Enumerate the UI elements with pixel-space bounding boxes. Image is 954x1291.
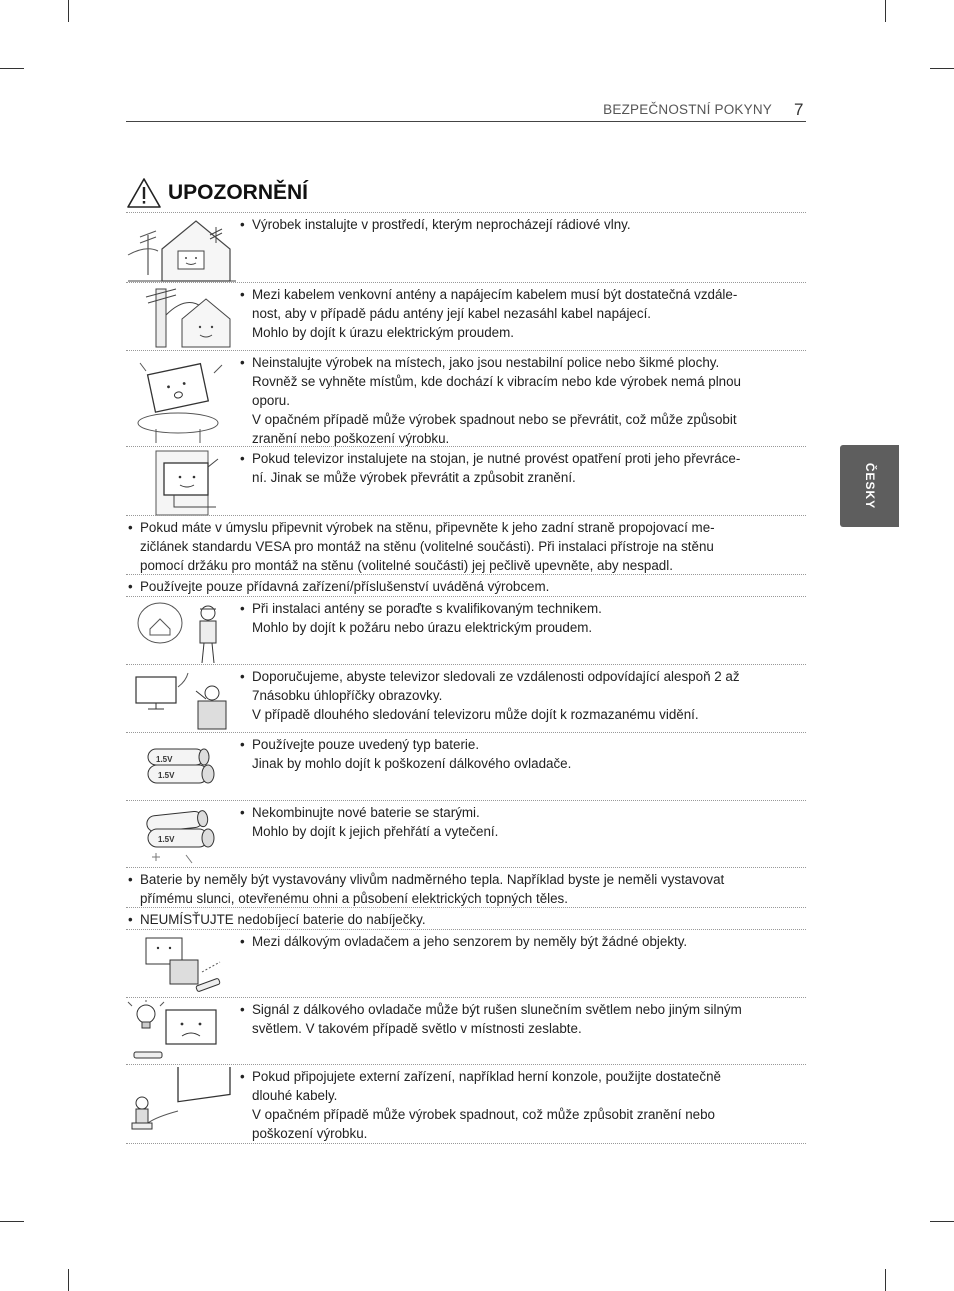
item-text: • Pokud připojujete externí zařízení, například herní konzole, použijte dostatečně dlouhé kabely. V opačném případě může výrobek spadnout, což může způsobit zranění nebo poškození výrobku. — [240, 1069, 721, 1141]
item-text: • Nekombinujte nové baterie se starými. Mohlo by dojít k jejich přehřátí a vytečení. — [240, 805, 499, 839]
unstable-tv-illustration — [126, 353, 236, 445]
page-title: UPOZORNĚNÍ — [168, 181, 309, 204]
crop-mark — [68, 1269, 69, 1291]
bullet: • — [240, 669, 245, 684]
caution-item — [126, 596, 806, 664]
caution-item — [126, 664, 806, 732]
caution-item — [126, 446, 806, 516]
warning-triangle-icon — [126, 177, 162, 209]
caution-item — [126, 867, 806, 907]
caution-item — [126, 907, 806, 929]
item-text: • Pokud máte v úmyslu připevnit výrobek na stěnu, připevněte k jeho zadní straně propojovací me- zičlánek standardu VESA pro montáž na stěnu (volitelné součásti). Při instalaci přístroje na stěnu pomocí držáku pro montáž na stěnu (volitelné součásti) jej pečlivě upevněte, aby nespadl. — [128, 520, 715, 573]
bullet: • — [240, 737, 245, 752]
language-tab — [840, 445, 899, 527]
caution-item — [126, 515, 806, 574]
bullet: • — [240, 217, 245, 232]
mixed-batteries-illustration — [126, 803, 236, 868]
caution-item — [126, 997, 806, 1064]
caution-item — [126, 574, 806, 596]
remote-obstacle-illustration — [126, 932, 236, 998]
batteries-illustration — [126, 735, 236, 801]
caution-item — [126, 212, 806, 282]
viewing-distance-illustration — [126, 667, 236, 733]
crop-mark — [930, 68, 954, 69]
item-text: • Používejte pouze uvedený typ baterie. Jinak by mohlo dojít k poškození dálkového ovladače. — [240, 737, 572, 771]
crop-mark — [885, 1269, 886, 1291]
bullet: • — [240, 451, 245, 466]
crop-mark — [930, 1221, 954, 1222]
bullet: • — [240, 805, 245, 820]
page-number: 7 — [794, 100, 804, 119]
bullet: • — [240, 1069, 245, 1084]
item-text: • NEUMÍSŤUJTE nedobíjecí baterie do nabíječky. — [128, 912, 426, 927]
battery-label: 1.5V — [158, 835, 175, 844]
external-device-cable-illustration — [126, 1067, 236, 1143]
bullet: • — [240, 1002, 245, 1017]
header-rule — [126, 121, 806, 122]
bullet: • — [240, 934, 245, 949]
caution-item — [126, 800, 806, 867]
item-text: • Neinstalujte výrobek na místech, jako jsou nestabilní police nebo šikmé plochy. Rovněž se vyhněte místům, kde dochází k vibracím nebo kde výrobek nemá plnou oporu. V opačném případě může výrobek spadnout nebo se převrátit, což může způsobit zranění nebo poškození výrobku. — [240, 355, 742, 446]
battery-label: 1.5V — [158, 771, 175, 780]
bullet: • — [240, 355, 245, 370]
crop-mark — [0, 68, 24, 69]
crop-mark — [885, 0, 886, 22]
antenna-cable-illustration — [126, 285, 236, 351]
caution-item — [126, 929, 806, 997]
item-text: • Používejte pouze přídavná zařízení/příslušenství uváděná výrobcem. — [128, 579, 550, 594]
caution-item — [126, 350, 806, 446]
caution-item — [126, 282, 806, 350]
language-tab-label: ČESKY — [862, 462, 877, 510]
tv-stand-strap-illustration — [126, 449, 236, 517]
section-title — [126, 176, 308, 210]
item-text: • Signál z dálkového ovladače může být rušen slunečním světlem nebo jiným silným světlem. V takovém případě světlo v místnosti zeslabte. — [240, 1002, 742, 1036]
item-text: • Baterie by neměly být vystavovány vlivům nadměrného tepla. Například byste je neměli vystavovat přímému slunci, otevřenému ohni a působení elektrických topných těles. — [128, 872, 725, 906]
bullet: • — [128, 520, 133, 535]
bullet: • — [128, 872, 133, 887]
item-text: • Mezi dálkovým ovladačem a jeho senzorem by neměly být žádné objekty. — [240, 934, 688, 949]
item-text: • Výrobek instalujte v prostředí, kterým neprocházejí rádiové vlny. — [240, 217, 631, 232]
bullet: • — [240, 601, 245, 616]
bullet: • — [128, 579, 133, 594]
crop-mark — [0, 1221, 24, 1222]
bullet: • — [240, 287, 245, 302]
battery-label: 1.5V — [156, 755, 173, 764]
item-text: • Při instalaci antény se poraďte s kvalifikovaným technikem. Mohlo by dojít k požáru nebo úrazu elektrickým proudem. — [240, 601, 602, 635]
item-text: • Mezi kabelem venkovní antény a napájecím kabelem musí být dostatečná vzdále- nost, aby v případě pádu antény její kabel nezasáhl kabel napájecí. Mohlo by dojít k úrazu elektrickým proudem. — [240, 287, 738, 340]
item-text: • Doporučujeme, abyste televizor sledovali ze vzdálenosti odpovídající alespoň 2 až 7násobku úhlopříčky obrazovky. V případě dlouhého sledování televizoru může dojít k rozmazanému vidění. — [240, 669, 740, 722]
crop-mark — [68, 0, 69, 22]
section-header: BEZPEČNOSTNÍ POKYNY — [603, 102, 772, 117]
house-antenna-illustration — [126, 215, 236, 283]
technician-illustration — [126, 599, 236, 665]
bright-light-illustration — [126, 1000, 236, 1065]
item-text: • Pokud televizor instalujete na stojan, je nutné provést opatření proti jeho převráce- ní. Jinak se může výrobek převrátit a způsobit zranění. — [240, 451, 741, 485]
caution-item — [126, 1064, 806, 1144]
bullet: • — [128, 912, 133, 927]
caution-item — [126, 732, 806, 800]
